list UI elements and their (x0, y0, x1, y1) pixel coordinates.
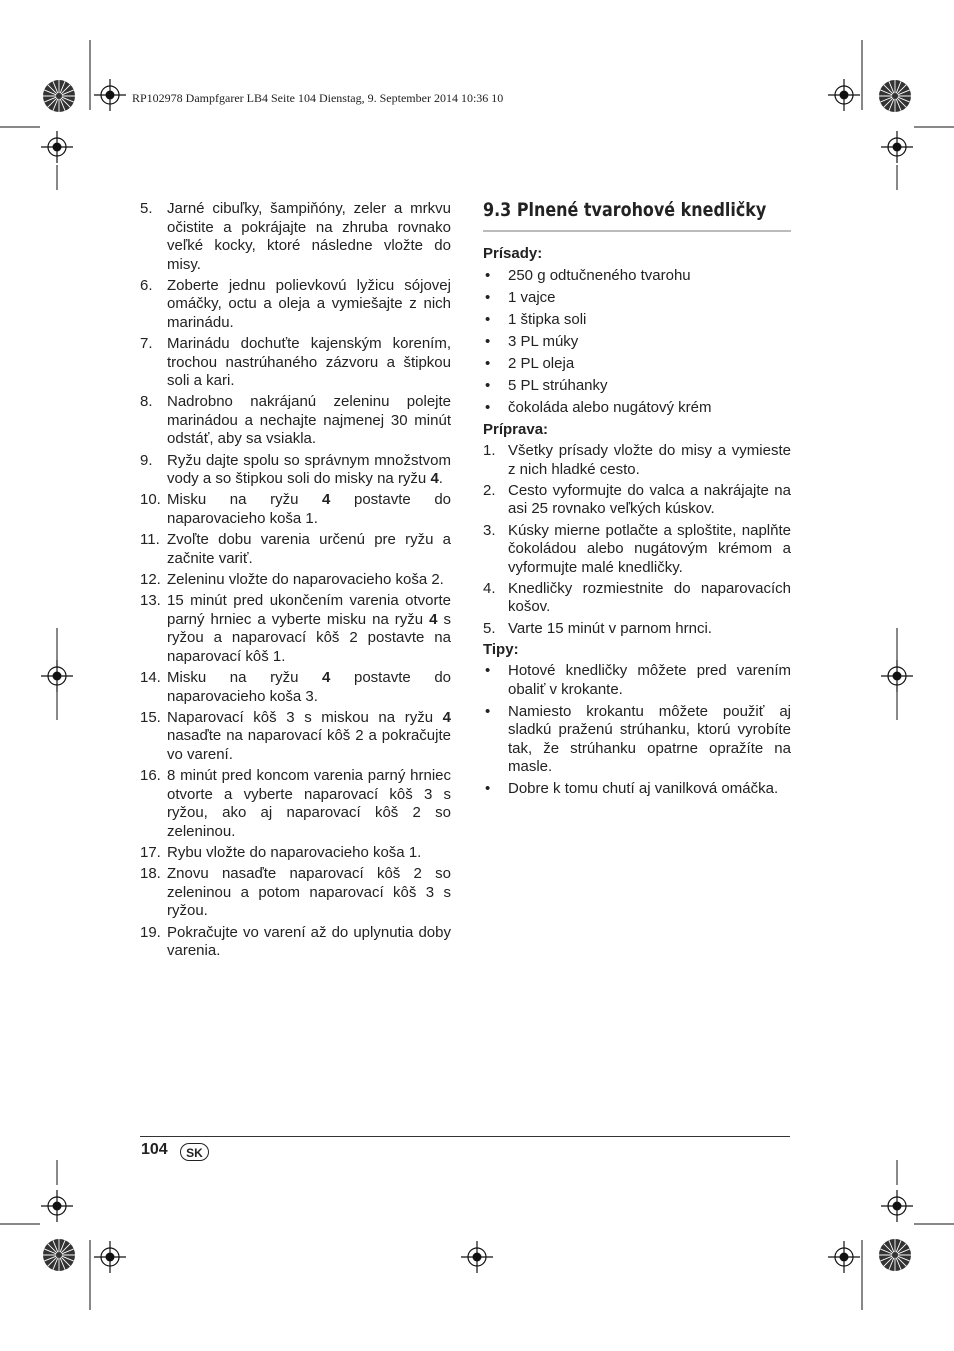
step-text-main: Všetky prísady vložte do misy a vymieste z nich hladké cesto. (508, 442, 791, 478)
step-number: 5. (483, 619, 496, 637)
list-item (140, 709, 451, 765)
list-item (140, 669, 451, 706)
bullet-glyph: • (485, 398, 491, 416)
step-text-main: 8 minút pred koncom varenia parný hrniec otvorte a vyberte naparovací kôš 3 s ryžou, ako aj naparovací kôš 2 so zeleninou. (167, 767, 451, 840)
step-number: 15. (140, 708, 161, 726)
bullet-text: Namiesto krokantu môžete použiť aj sladkú praženú strúhanku, ktorú vyrobíte tak, že strúhanku opatrne opražíte na masle. (508, 702, 791, 776)
step-text-main: Zvoľte dobu varenia určenú pre ryžu a začnite variť. (167, 531, 451, 567)
step-text-main: Znovu nasaďte naparovací kôš 2 so zeleninou a potom naparovací kôš 3 s ryžou. (167, 865, 451, 920)
step-number: 12. (140, 571, 161, 589)
step-bold-ref: 4 (430, 470, 439, 488)
language-badge: SK (180, 1143, 209, 1161)
step-text-main: Cesto vyformujte do valca a nakrájajte na asi 25 rovnako veľkých kúskov. (508, 481, 791, 518)
left-step-list (140, 200, 451, 961)
step-number: 4. (483, 579, 496, 597)
step-text-main: Kúsky mierne potlačte a sploštite, naplňte čokoládou alebo nugátovým krémom a vyformujte malé knedličky. (508, 521, 791, 576)
step-number: 3. (483, 521, 496, 539)
step-text-main: Jarné cibuľky, šampiňóny, zeler a mrkvu očistite a pokrájajte na zhruba rovnako veľké kocky, ktoré následne vložte do misy. (167, 200, 451, 273)
left-column (140, 200, 451, 963)
list-item (140, 844, 451, 863)
step-text (167, 531, 451, 568)
step-text-main: Ryžu dajte spolu so správnym množstvom vody a so štipkou soli do misky na ryžu (167, 451, 451, 488)
list-item (140, 393, 451, 449)
bullet-text: 2 PL oleja (508, 354, 575, 372)
list-item (483, 311, 791, 330)
bullet-text: 1 vajce (508, 288, 556, 306)
tips-list (483, 662, 791, 799)
bullet-text: 5 PL strúhanky (508, 376, 608, 394)
prep-heading: Príprava: (483, 420, 549, 438)
list-item (483, 289, 791, 308)
step-text-main: Misku na ryžu (167, 491, 299, 509)
list-item (483, 662, 791, 699)
list-item (140, 865, 451, 921)
step-number: 5. (140, 200, 153, 217)
step-text-main: Marinádu dochuťte kajenským korením, trochou nastrúhaného zázvoru a štipkou soli a kari. (167, 335, 451, 390)
step-text-main: Varte 15 minút v parnom hrnci. (508, 619, 712, 637)
step-text (167, 592, 451, 666)
step-text (508, 442, 791, 479)
list-item (483, 703, 791, 777)
step-bold-ref: 4 (429, 610, 438, 628)
list-item (483, 780, 791, 799)
list-item (140, 767, 451, 841)
step-text (508, 482, 791, 519)
step-text (167, 200, 451, 274)
step-text-after: postavte do naparovacieho koša 1. (167, 491, 452, 527)
step-number: 17. (140, 844, 161, 862)
step-number: 9. (140, 451, 153, 469)
list-item (140, 924, 451, 961)
step-text (167, 767, 451, 841)
step-number: 8. (140, 393, 153, 411)
step-text-main: Misku na ryžu (167, 669, 299, 687)
step-text (167, 491, 451, 528)
step-text (167, 669, 451, 706)
list-item (483, 355, 791, 374)
step-number: 18. (140, 865, 161, 883)
step-number: 19. (140, 923, 161, 941)
section-title: 9.3 Plnené tvarohové knedličky (483, 199, 767, 221)
list-item (483, 482, 791, 519)
list-item (483, 377, 791, 396)
step-number: 13. (140, 592, 161, 610)
step-text-after: s ryžou a naparovací kôš 2 postavte na naparovací kôš 1. (167, 610, 452, 665)
step-text (167, 393, 451, 449)
bullet-text: 250 g odtučneného tvarohu (508, 266, 691, 284)
bullet-glyph: • (485, 780, 491, 798)
step-bold-ref: 4 (322, 669, 331, 687)
list-item (140, 335, 451, 391)
step-text-main: Zoberte jednu polievkovú lyžicu sójovej omáčky, octu a oleja a vymiešajte z nich marinádu. (167, 276, 451, 331)
step-text (508, 522, 791, 578)
right-column (483, 200, 791, 802)
step-text-main: Knedličky rozmiestnite do naparovacích košov. (508, 579, 791, 616)
list-item (140, 491, 451, 528)
ingredients-list (483, 267, 791, 418)
step-text (167, 844, 451, 863)
list-item (140, 592, 451, 666)
title-rule (483, 230, 791, 232)
step-text (167, 709, 451, 765)
bullet-glyph: • (485, 310, 491, 328)
step-text (167, 452, 451, 489)
footer-rule (140, 1136, 790, 1137)
list-item (483, 399, 791, 418)
bullet-glyph: • (485, 354, 491, 372)
step-text (167, 924, 451, 961)
step-text-after: postavte do naparovacieho koša 3. (167, 669, 452, 705)
list-item (483, 522, 791, 578)
step-text (508, 620, 791, 639)
tips-heading: Tipy: (483, 640, 519, 658)
step-text-main: 15 minút pred ukončením varenia otvorte parný hrniec a vyberte misku na ryžu (167, 592, 451, 628)
step-text-main: Nadrobno nakrájanú zeleninu polejte marinádou a nechajte najmenej 30 minút odstáť, aby sa vsiakla. (167, 393, 451, 448)
bullet-glyph: • (485, 266, 491, 284)
step-number: 1. (483, 442, 496, 459)
step-text-main: Zeleninu vložte do naparovacieho koša 2. (167, 571, 444, 589)
step-text (167, 277, 451, 333)
step-bold-ref: 4 (322, 491, 331, 509)
print-header: RP102978 Dampfgarer LB4 Seite 104 Dienstag, 9. September 2014 10:36 10 (132, 91, 504, 105)
bullet-text: Hotové knedličky môžete pred varením obaliť v krokante. (508, 662, 791, 698)
bullet-glyph: • (485, 702, 491, 720)
list-item (483, 620, 791, 639)
list-item (140, 571, 451, 590)
step-text-main: Rybu vložte do naparovacieho koša 1. (167, 844, 422, 862)
step-text-main: Pokračujte vo varení až do uplynutia doby varenia. (167, 923, 451, 960)
list-item (483, 580, 791, 617)
list-item (140, 531, 451, 568)
step-number: 7. (140, 335, 153, 353)
step-bold-ref: 4 (442, 708, 451, 726)
step-number: 16. (140, 767, 161, 785)
step-number: 11. (140, 531, 160, 549)
step-text (167, 335, 451, 391)
bullet-glyph: • (485, 376, 491, 394)
step-number: 10. (140, 491, 161, 509)
step-text (167, 865, 451, 921)
bullet-text: čokoláda alebo nugátový krém (508, 398, 712, 416)
step-number: 2. (483, 481, 496, 499)
step-text (508, 580, 791, 617)
list-item (140, 452, 451, 489)
bullet-glyph: • (485, 332, 491, 350)
step-text (167, 571, 451, 590)
bullet-text: 3 PL múky (508, 332, 579, 350)
list-item (483, 267, 791, 286)
bullet-text: Dobre k tomu chutí aj vanilková omáčka. (508, 780, 779, 798)
list-item (140, 277, 451, 333)
list-item (140, 200, 451, 274)
step-number: 6. (140, 276, 153, 294)
step-text-after: nasaďte na naparovací kôš 2 a pokračujte vo varení. (167, 727, 451, 763)
bullet-text: 1 štipka soli (508, 310, 587, 328)
ingredients-heading: Prísady: (483, 245, 543, 262)
list-item (483, 442, 791, 479)
list-item (483, 333, 791, 352)
bullet-glyph: • (485, 288, 491, 306)
bullet-glyph: • (485, 662, 491, 680)
step-text-after: . (438, 470, 443, 488)
step-text-main: Naparovací kôš 3 s miskou na ryžu (167, 708, 434, 726)
page-number: 104 (141, 1141, 168, 1158)
prep-step-list (483, 442, 791, 638)
step-number: 14. (140, 669, 161, 687)
